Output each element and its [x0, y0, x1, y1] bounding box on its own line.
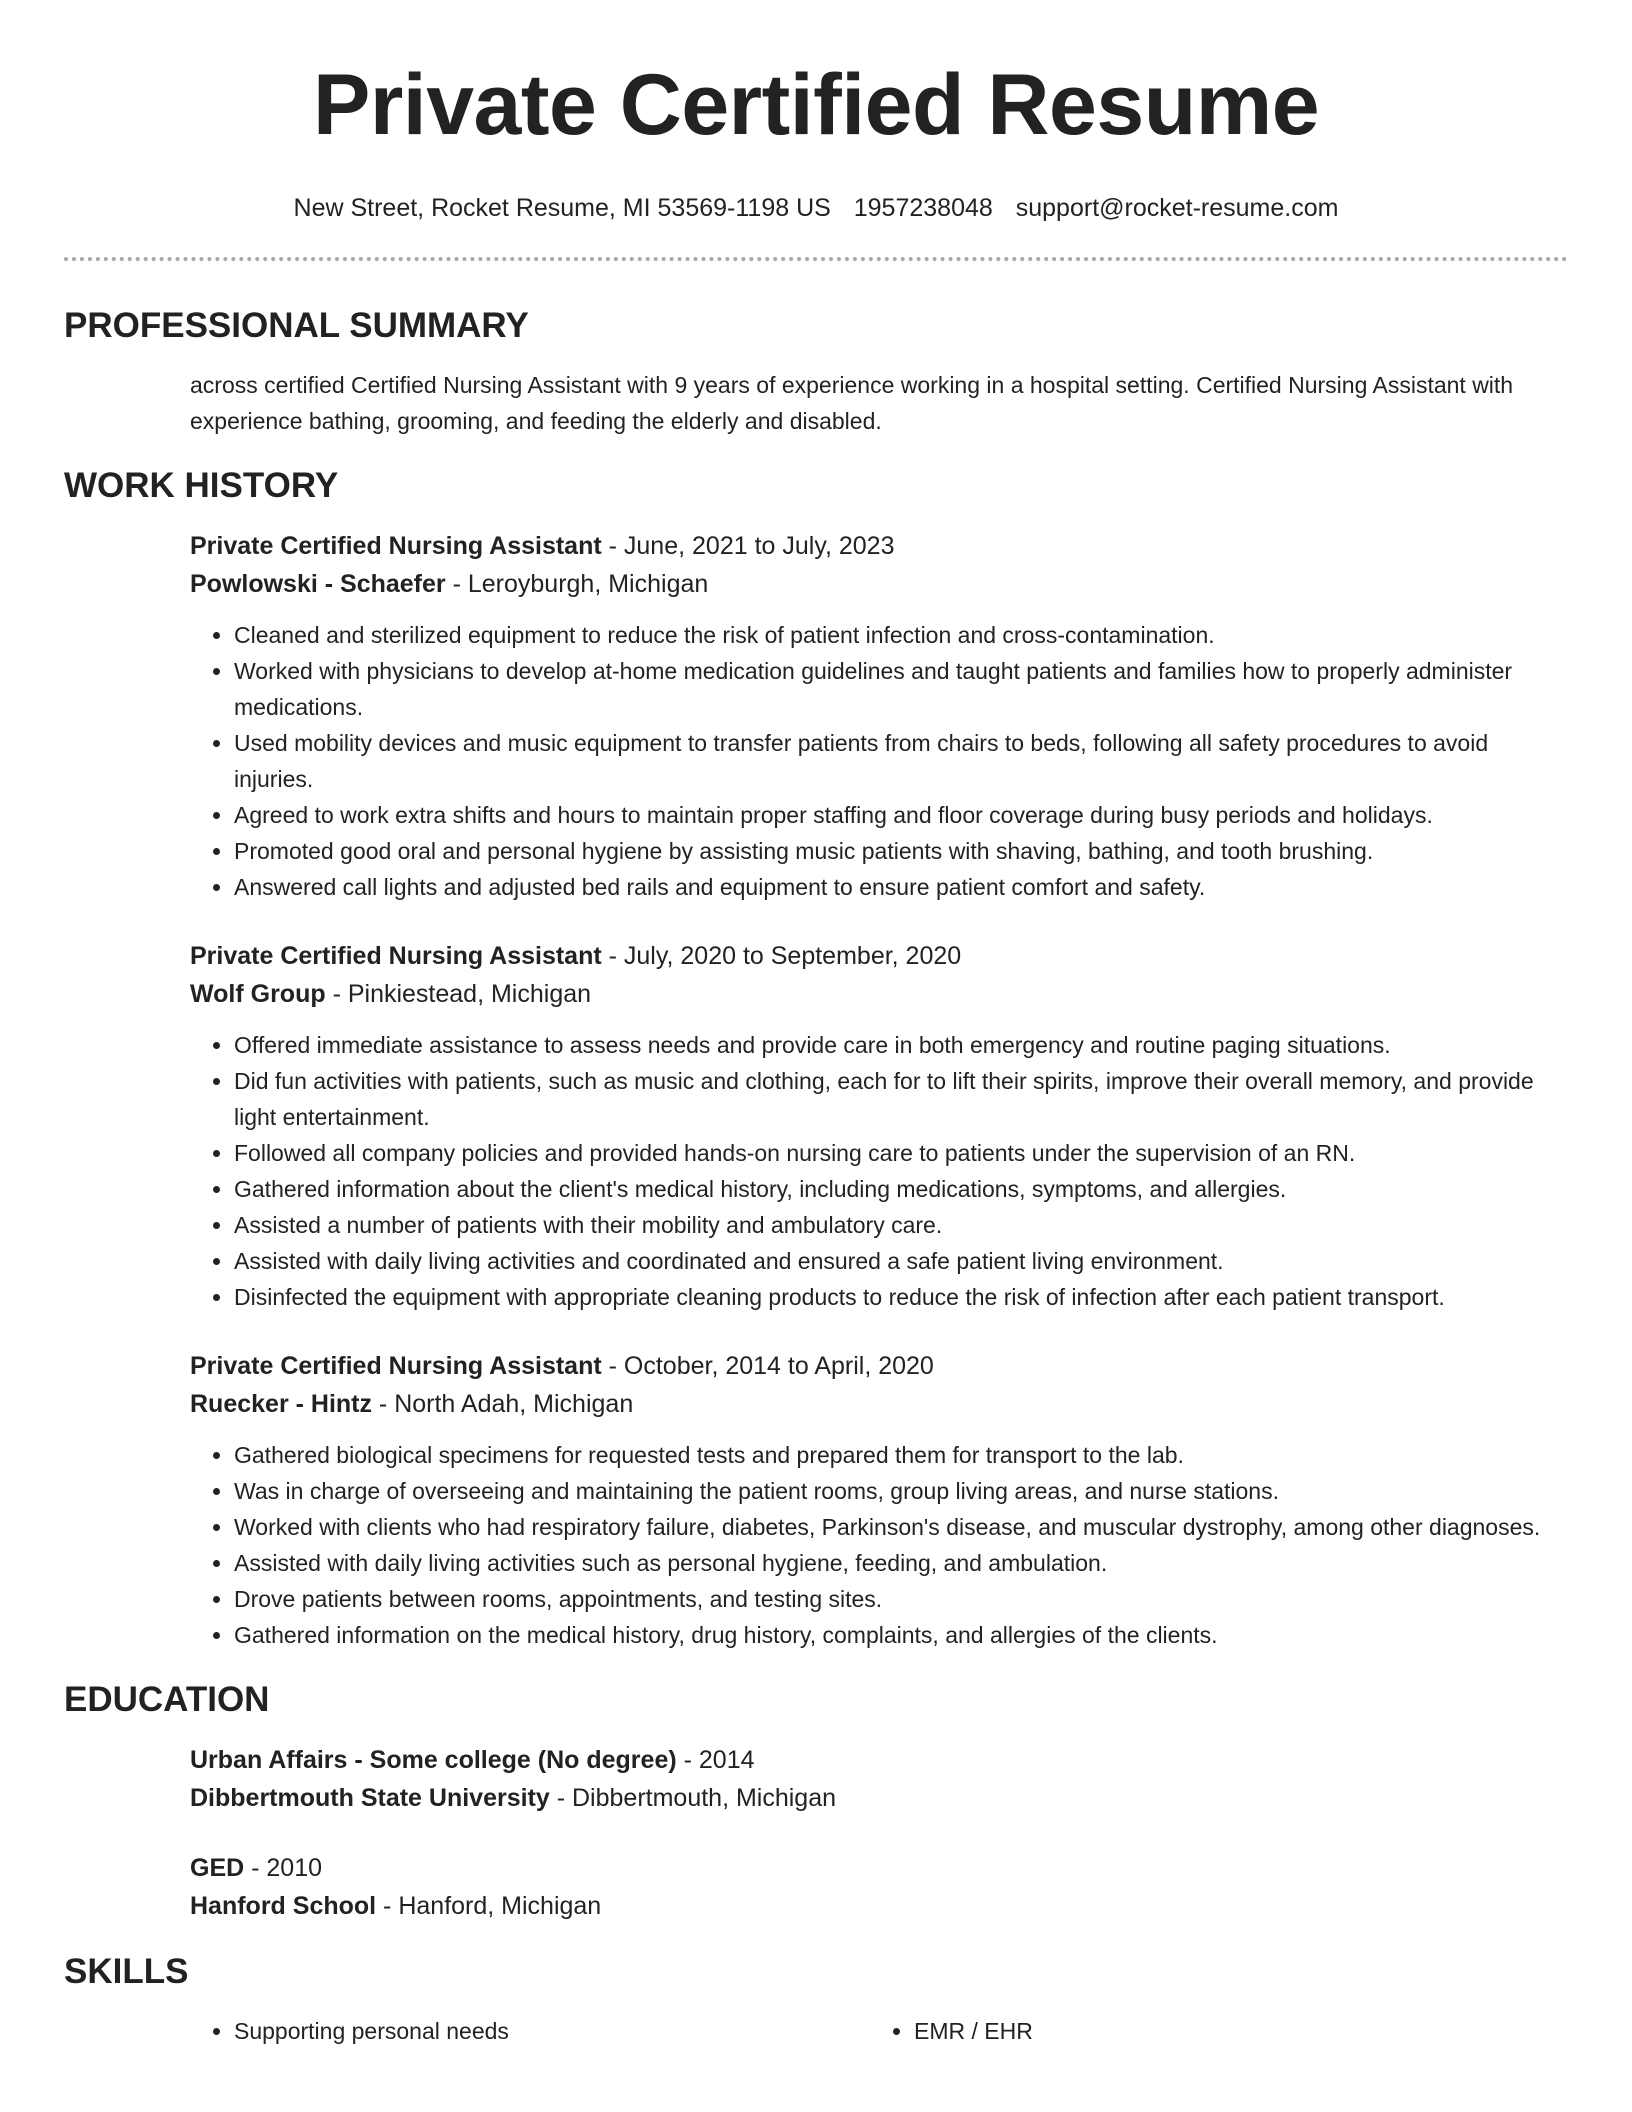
job-bullets: [190, 1437, 1568, 1653]
contact-address: New Street, Rocket Resume, MI 53569-1198 US: [293, 194, 831, 222]
job-bullet: • Cleaned and sterilized equipment to reduce the risk of patient infection and cross-contamination.: [234, 617, 1568, 653]
job-bullet: • Agreed to work extra shifts and hours to maintain proper staffing and floor coverage during busy periods and holidays.: [234, 797, 1568, 833]
summary-section: [64, 367, 1568, 439]
job-bullet: • Assisted with daily living activities such as personal hygiene, feeding, and ambulation.: [234, 1545, 1568, 1581]
contact-email: support@rocket-resume.com: [1015, 194, 1339, 222]
contact-line: [64, 193, 1568, 223]
skills-right-column: [870, 2013, 1550, 2049]
job-title-line: [190, 527, 1568, 565]
job-bullet: • Worked with physicians to develop at-home medication guidelines and taught patients and families how to properly administer medications.: [234, 653, 1568, 725]
job-bullets: [190, 1027, 1568, 1315]
job-bullet: • Gathered information about the client's medical history, including medications, symptoms, and allergies.: [234, 1171, 1568, 1207]
education-entry: [190, 1849, 1568, 1925]
job-role: Private Certified Nursing Assistant: [190, 532, 602, 560]
job-bullet: • Gathered biological specimens for requested tests and prepared them for transport to the lab.: [234, 1437, 1568, 1473]
job-location: - Pinkiestead, Michigan: [325, 980, 592, 1008]
education-degree-line: [190, 1741, 1568, 1779]
education-school: Dibbertmouth State University: [190, 1784, 550, 1812]
education-entry: [190, 1741, 1568, 1817]
job-bullet: • Drove patients between rooms, appointments, and testing sites.: [234, 1581, 1568, 1617]
skills-section: [64, 2013, 1568, 2049]
contact-phone: 1957238048: [853, 194, 993, 222]
skills-grid: [190, 2013, 1568, 2049]
job-location: - Leroyburgh, Michigan: [445, 570, 709, 598]
education-school: Hanford School: [190, 1892, 377, 1920]
job-dates: - July, 2020 to September, 2020: [601, 942, 962, 970]
job-bullet: • Disinfected the equipment with appropriate cleaning products to reduce the risk of infection after each patient transport.: [234, 1279, 1568, 1315]
job-bullet: • Answered call lights and adjusted bed rails and equipment to ensure patient comfort and safety.: [234, 869, 1568, 905]
work-history-heading: WORK HISTORY: [64, 466, 339, 505]
job-bullet: • Assisted with daily living activities and coordinated and ensured a safe patient living environment.: [234, 1243, 1568, 1279]
job-bullet: • Was in charge of overseeing and maintaining the patient rooms, group living areas, and nurse stations.: [234, 1473, 1568, 1509]
job-company-line: [190, 975, 1568, 1013]
education-location: - Dibbertmouth, Michigan: [549, 1784, 837, 1812]
job-dates: - October, 2014 to April, 2020: [601, 1352, 934, 1380]
job-bullet: • Used mobility devices and music equipment to transfer patients from chairs to beds, following all safety procedures to avoid injuries.: [234, 725, 1568, 797]
job-bullet: • Did fun activities with patients, such as music and clothing, each for to lift their spirits, improve their overall memory, and provide light entertainment.: [234, 1063, 1568, 1135]
job-company: Powlowski - Schaefer: [190, 570, 446, 598]
job-bullet: • Assisted a number of patients with their mobility and ambulatory care.: [234, 1207, 1568, 1243]
job-role: Private Certified Nursing Assistant: [190, 1352, 602, 1380]
education-school-line: [190, 1887, 1568, 1925]
job-company: Ruecker - Hintz: [190, 1390, 372, 1418]
job-entry: [190, 937, 1568, 1315]
job-role: Private Certified Nursing Assistant: [190, 942, 602, 970]
job-dates: - June, 2021 to July, 2023: [601, 532, 895, 560]
education-year: - 2014: [676, 1746, 755, 1774]
skills-heading: SKILLS: [64, 1952, 189, 1991]
education-year: - 2010: [244, 1854, 323, 1882]
job-bullet: • Followed all company policies and provided hands-on nursing care to patients under the supervision of an RN.: [234, 1135, 1568, 1171]
work-history-section: [64, 527, 1568, 1653]
header-divider: [64, 257, 1568, 261]
education-degree: Urban Affairs - Some college (No degree): [190, 1746, 677, 1774]
summary-text: across certified Certified Nursing Assistant with 9 years of experience working in a hospital setting. Certified Nursing Assistant with experience bathing, grooming, and feeding the elderly and disabled.: [190, 372, 1514, 434]
job-entry: [190, 527, 1568, 905]
education-school-line: [190, 1779, 1568, 1817]
job-title-line: [190, 937, 1568, 975]
job-bullet: • Worked with clients who had respiratory failure, diabetes, Parkinson's disease, and muscular dystrophy, among other diagnoses.: [234, 1509, 1568, 1545]
resume-name: Private Certified Resume: [312, 57, 1320, 153]
job-entry: [190, 1347, 1568, 1653]
job-bullet: • Promoted good oral and personal hygiene by assisting music patients with shaving, bathing, and tooth brushing.: [234, 833, 1568, 869]
education-degree: GED: [190, 1854, 245, 1882]
education-location: - Hanford, Michigan: [376, 1892, 602, 1920]
job-company: Wolf Group: [190, 980, 326, 1008]
job-company-line: [190, 1385, 1568, 1423]
job-bullet: • Offered immediate assistance to assess needs and provide care in both emergency and routine paging situations.: [234, 1027, 1568, 1063]
skill-item: • Supporting personal needs: [234, 2013, 870, 2049]
skills-left-column: [190, 2013, 870, 2049]
job-title-line: [190, 1347, 1568, 1385]
skill-item: • EMR / EHR: [914, 2013, 1550, 2049]
summary-heading: PROFESSIONAL SUMMARY: [64, 306, 529, 345]
education-section: [64, 1741, 1568, 1925]
job-company-line: [190, 565, 1568, 603]
education-degree-line: [190, 1849, 1568, 1887]
job-bullet: • Gathered information on the medical history, drug history, complaints, and allergies of the clients.: [234, 1617, 1568, 1653]
education-heading: EDUCATION: [64, 1680, 270, 1719]
job-location: - North Adah, Michigan: [371, 1390, 634, 1418]
job-bullets: [190, 617, 1568, 905]
